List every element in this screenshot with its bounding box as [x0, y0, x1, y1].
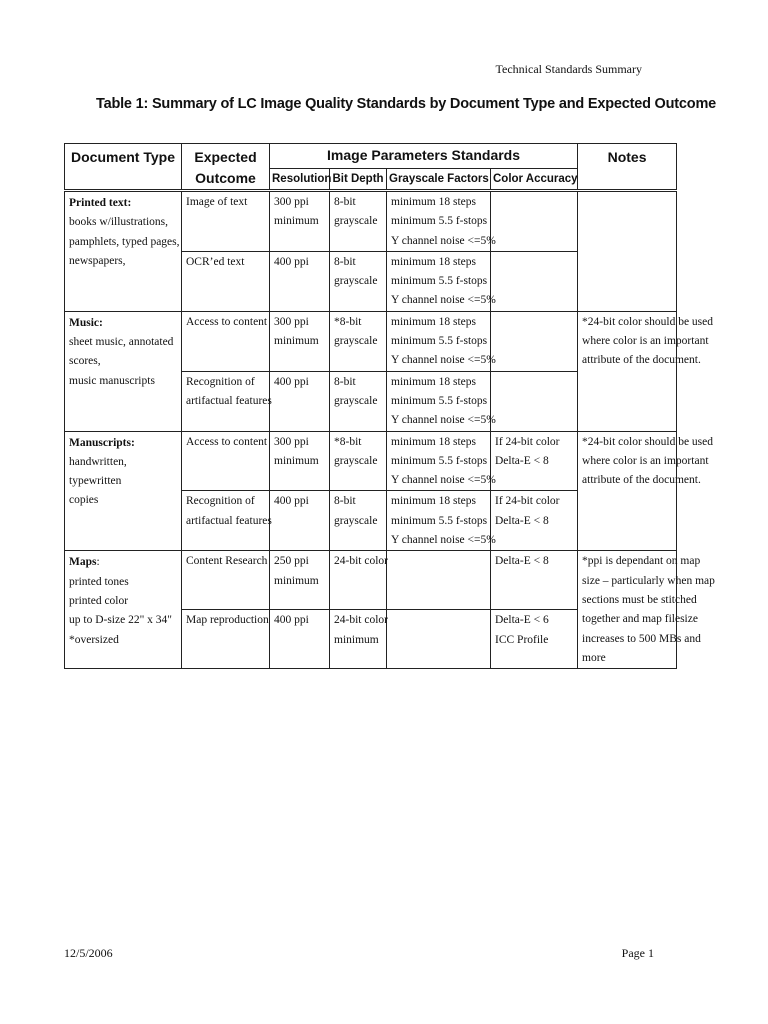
standards-table [64, 143, 715, 669]
bit-depth-cell-line: 24-bit color [334, 555, 388, 568]
resolution-cell-line: 250 ppi [274, 555, 309, 568]
header-expected-outcome-line2: Outcome [195, 170, 256, 186]
header-expected-outcome-line1: Expected [194, 149, 257, 165]
grayscale-factors-cell [387, 431, 496, 491]
grayscale-factors-cell-line: Y channel noise <=5% [391, 534, 496, 547]
bit-depth-cell [330, 431, 387, 491]
color-accuracy-cell [491, 191, 578, 252]
bit-depth-cell-line: grayscale [334, 335, 378, 348]
header-notes: Notes [578, 144, 677, 191]
grayscale-factors-cell-line: minimum 5.5 f-stops [391, 394, 488, 407]
resolution-cell-line: 400 ppi [274, 255, 309, 268]
color-accuracy-cell-line: ICC Profile [495, 633, 549, 646]
color-accuracy-cell [491, 491, 578, 551]
document-type-title-text: Music: [69, 316, 103, 329]
expected-outcome-cell [182, 191, 270, 252]
notes-cell-line: *24-bit color should be used [582, 315, 713, 328]
bit-depth-cell-line: 8-bit [334, 495, 356, 508]
resolution-cell [270, 311, 330, 371]
document-type-cell [65, 311, 182, 431]
document-type-line: printed tones [69, 575, 129, 588]
grayscale-factors-cell-line: minimum 18 steps [391, 375, 476, 388]
table-title: Table 1: Summary of LC Image Quality Standards by Document Type and Expected Outcome [96, 96, 716, 112]
notes-cell-line: together and map filesize [582, 613, 698, 626]
grayscale-factors-cell-line: minimum 5.5 f-stops [391, 215, 488, 228]
bit-depth-cell-line: 24-bit color [334, 614, 388, 627]
table-body [65, 191, 715, 669]
document-type-line: copies [69, 494, 99, 507]
resolution-cell [270, 191, 330, 252]
expected-outcome-cell-line: Map reproduction [186, 614, 269, 627]
color-accuracy-cell [491, 311, 578, 371]
grayscale-factors-cell [387, 191, 496, 252]
resolution-cell [270, 610, 330, 669]
document-type-cell [65, 551, 182, 669]
table-row [65, 431, 677, 491]
document-type-title-text: Maps [69, 556, 97, 569]
color-accuracy-cell [491, 251, 578, 311]
notes-cell [578, 191, 677, 312]
bit-depth-cell [330, 251, 387, 311]
expected-outcome-cell-line: artifactual features [186, 514, 272, 527]
expected-outcome-cell [182, 311, 270, 371]
notes-cell [578, 551, 715, 669]
bit-depth-cell-line: 8-bit [334, 255, 356, 268]
bit-depth-cell-line: grayscale [334, 215, 378, 228]
expected-outcome-cell [182, 251, 270, 311]
grayscale-factors-cell [387, 311, 496, 371]
header-expected-outcome [182, 144, 270, 191]
notes-cell [578, 311, 713, 431]
expected-outcome-cell-line: Content Research [186, 555, 268, 568]
grayscale-factors-cell-line: Y channel noise <=5% [391, 414, 496, 427]
bit-depth-cell-line: grayscale [334, 514, 378, 527]
color-accuracy-cell-line: If 24-bit color [495, 435, 560, 448]
bit-depth-cell-line: 8-bit [334, 196, 356, 208]
grayscale-factors-cell-line: minimum 5.5 f-stops [391, 454, 488, 467]
notes-cell-line: more [582, 651, 606, 664]
color-accuracy-cell [491, 371, 578, 431]
expected-outcome-cell-line: Image of text [186, 196, 248, 208]
bit-depth-cell-line: grayscale [334, 454, 378, 467]
document-type-title-text: Manuscripts: [69, 436, 135, 449]
grayscale-factors-cell-line: minimum 18 steps [391, 315, 476, 328]
notes-cell-line: size – particularly when map [582, 574, 715, 587]
grayscale-factors-cell-line: minimum 18 steps [391, 255, 476, 268]
running-header: Technical Standards Summary [495, 62, 642, 76]
color-accuracy-cell [491, 431, 578, 491]
expected-outcome-cell-line: Access to content [186, 315, 268, 328]
resolution-cell-line: 400 ppi [274, 375, 309, 388]
resolution-cell-line: minimum [274, 335, 319, 348]
grayscale-factors-cell [387, 610, 491, 669]
document-type-line: typewritten [69, 475, 122, 488]
notes-cell [578, 431, 713, 551]
document-type-line: *oversized [69, 633, 119, 646]
resolution-cell-line: minimum [274, 215, 319, 228]
expected-outcome-cell [182, 431, 270, 491]
expected-outcome-cell-line: Recognition of [186, 375, 255, 388]
document-type-title-suffix: : [96, 556, 100, 569]
notes-cell-line: increases to 500 MBs and [582, 632, 701, 645]
grayscale-factors-cell-line: Y channel noise <=5% [391, 294, 496, 307]
document-type-title [69, 434, 177, 453]
resolution-cell-line: 300 ppi [274, 196, 309, 208]
resolution-cell-line: 400 ppi [274, 614, 309, 627]
bit-depth-cell-line: *8-bit [334, 315, 362, 328]
resolution-cell-line: minimum [274, 454, 319, 467]
expected-outcome-cell [182, 491, 270, 551]
expected-outcome-cell-line: Access to content [186, 435, 268, 448]
document-type-title [69, 314, 177, 333]
bit-depth-cell-line: grayscale [334, 394, 378, 407]
bit-depth-cell [330, 371, 387, 431]
grayscale-factors-cell-line: minimum 18 steps [391, 196, 476, 208]
notes-cell-line: sections must be stitched [582, 593, 697, 606]
document-type-line: books w/illustrations, [69, 216, 169, 229]
notes-cell-line: where color is an important [582, 454, 709, 467]
grayscale-factors-cell-line: Y channel noise <=5% [391, 474, 496, 487]
grayscale-factors-cell-line: minimum 5.5 f-stops [391, 335, 488, 348]
document-type-title [69, 553, 177, 572]
table-row [65, 311, 677, 371]
resolution-cell [270, 491, 330, 551]
document-type-line: pamphlets, typed pages, [69, 235, 180, 248]
bit-depth-cell [330, 610, 387, 669]
grayscale-factors-cell [387, 551, 491, 610]
header-grayscale-factors: Grayscale Factors [387, 169, 491, 191]
color-accuracy-cell-line: If 24-bit color [495, 495, 560, 508]
resolution-cell [270, 431, 330, 491]
notes-cell-line: attribute of the document. [582, 474, 701, 487]
expected-outcome-cell [182, 610, 270, 669]
footer-date: 12/5/2006 [64, 946, 113, 960]
resolution-cell [270, 251, 330, 311]
notes-cell-line: *24-bit color should be used [582, 435, 713, 448]
document-type-line: music manuscripts [69, 374, 155, 387]
color-accuracy-cell [491, 610, 578, 669]
grayscale-factors-cell-line: Y channel noise <=5% [391, 234, 496, 247]
expected-outcome-cell-line: OCR’ed text [186, 255, 245, 268]
grayscale-factors-cell-line: minimum 18 steps [391, 435, 476, 448]
document-type-line: newspapers, [69, 254, 126, 267]
resolution-cell [270, 371, 330, 431]
resolution-cell-line: 300 ppi [274, 315, 309, 328]
table-row [65, 551, 677, 610]
resolution-cell-line: 300 ppi [274, 435, 309, 448]
document-type-line: handwritten, [69, 455, 127, 468]
bit-depth-cell [330, 491, 387, 551]
bit-depth-cell-line: grayscale [334, 275, 378, 288]
bit-depth-cell [330, 191, 387, 252]
grayscale-factors-cell-line: minimum 5.5 f-stops [391, 275, 488, 288]
resolution-cell [270, 551, 330, 610]
header-color-accuracy: Color Accuracy [491, 169, 578, 191]
footer-page-number: Page 1 [621, 946, 654, 960]
color-accuracy-cell-line: Delta-E < 8 [495, 514, 549, 527]
header-image-parameters: Image Parameters Standards [270, 144, 578, 169]
color-accuracy-cell-line: Delta-E < 8 [495, 454, 549, 467]
color-accuracy-cell-line: Delta-E < 6 [495, 614, 549, 627]
bit-depth-cell [330, 311, 387, 371]
expected-outcome-cell [182, 371, 270, 431]
bit-depth-cell-line: *8-bit [334, 435, 362, 448]
expected-outcome-cell [182, 551, 270, 610]
grayscale-factors-cell-line: Y channel noise <=5% [391, 354, 496, 367]
document-type-line: up to D-size 22" x 34" [69, 614, 172, 627]
document-type-line: scores, [69, 355, 101, 368]
bit-depth-cell [330, 551, 387, 610]
grayscale-factors-cell-line: minimum 5.5 f-stops [391, 514, 488, 527]
document-type-title-text: Printed text: [69, 197, 132, 209]
document-type-title [69, 194, 177, 213]
document-type-cell [65, 431, 182, 551]
grayscale-factors-cell-line: minimum 18 steps [391, 495, 476, 508]
grayscale-factors-cell [387, 251, 496, 311]
header-bit-depth: Bit Depth [330, 169, 387, 191]
bit-depth-cell-line: minimum [334, 633, 379, 646]
document-type-cell [65, 191, 182, 312]
grayscale-factors-cell [387, 371, 496, 431]
document-type-line: printed color [69, 594, 129, 607]
notes-cell-line: *ppi is dependant on map [582, 555, 701, 568]
expected-outcome-cell-line: artifactual features [186, 394, 272, 407]
header-document-type: Document Type [65, 144, 182, 191]
document-type-line: sheet music, annotated [69, 336, 174, 349]
resolution-cell-line: 400 ppi [274, 495, 309, 508]
color-accuracy-cell-line: Delta-E < 8 [495, 555, 549, 568]
notes-cell-line: where color is an important [582, 335, 709, 348]
header-resolution: Resolution [270, 169, 330, 191]
table-row [65, 191, 677, 252]
notes-cell-line: attribute of the document. [582, 354, 701, 367]
resolution-cell-line: minimum [274, 574, 319, 587]
grayscale-factors-cell [387, 491, 496, 551]
expected-outcome-cell-line: Recognition of [186, 495, 255, 508]
color-accuracy-cell [491, 551, 578, 610]
bit-depth-cell-line: 8-bit [334, 375, 356, 388]
